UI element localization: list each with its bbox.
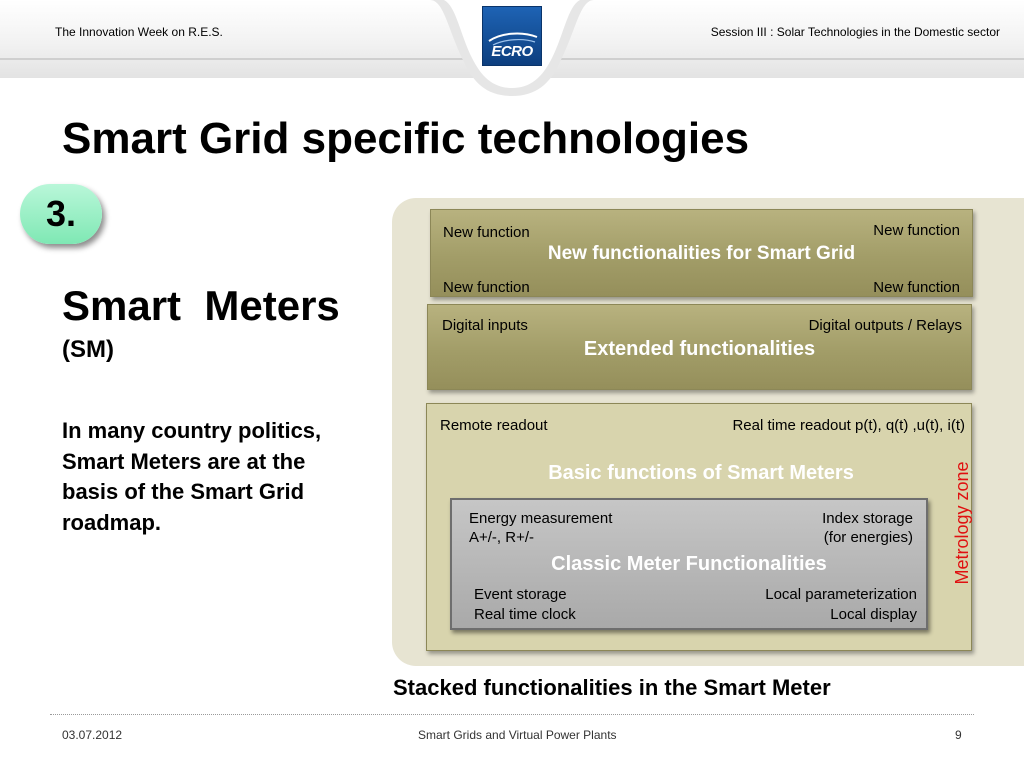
new-function-bottom-right: New function	[873, 279, 960, 296]
body-line: roadmap.	[62, 509, 162, 535]
logo-text: ECRO	[491, 43, 533, 60]
energy-measurement-line2: A+/-, R+/-	[469, 529, 535, 546]
energy-measurement-line1: Energy measurement	[469, 510, 613, 527]
header-left-text: The Innovation Week on R.E.S.	[55, 25, 223, 39]
real-time-readout-label: Real time readout p(t), q(t) ,u(t), i(t)	[732, 417, 965, 434]
section-badge: 3.	[20, 184, 102, 244]
local-parameterization-line2: Local display	[830, 606, 917, 623]
remote-readout-label: Remote readout	[440, 417, 548, 434]
footer-center-text: Smart Grids and Virtual Power Plants	[418, 728, 617, 742]
body-line: Smart Meters are at the	[62, 448, 306, 474]
basic-functions-title: Basic functions of Smart Meters	[548, 462, 854, 484]
new-function-top-left: New function	[443, 224, 530, 241]
digital-outputs-label: Digital outputs / Relays	[808, 317, 962, 334]
event-storage-line1: Event storage	[474, 586, 567, 603]
slide-title: Smart Grid specific technologies	[62, 114, 750, 163]
local-parameterization-label	[765, 585, 917, 625]
energy-measurement-label	[469, 509, 612, 547]
digital-inputs-label: Digital inputs	[442, 317, 528, 334]
event-storage-line2: Real time clock	[474, 606, 576, 623]
body-line: basis of the Smart Grid	[62, 479, 305, 504]
header-right-text: Session III : Solar Technologies in the Domestic sector	[710, 25, 1000, 39]
body-paragraph	[62, 416, 382, 538]
footer-date: 03.07.2012	[62, 728, 123, 742]
new-function-top-right: New function	[873, 222, 960, 239]
index-storage-label	[822, 509, 913, 547]
smart-meters-subheading: (SM)	[62, 336, 114, 363]
extended-functionalities-title: Extended functionalities	[583, 338, 816, 360]
footer-divider	[50, 714, 974, 715]
index-storage-line2: (for energies)	[823, 529, 913, 546]
smart-meters-heading: Smart Meters	[62, 282, 340, 329]
new-functionalities-title: New functionalities for Smart Grid	[547, 243, 856, 264]
event-storage-label	[474, 585, 576, 625]
metrology-zone-label: Metrology zone	[952, 461, 972, 585]
body-line: In many country politics,	[62, 418, 322, 443]
diagram-caption: Stacked functionalities in the Smart Meter	[393, 675, 831, 700]
local-parameterization-line1: Local parameterization	[765, 586, 917, 603]
page-number: 9	[955, 728, 962, 742]
new-function-bottom-left: New function	[443, 279, 530, 296]
classic-meter-title: Classic Meter Functionalities	[551, 553, 827, 575]
index-storage-line1: Index storage	[822, 510, 913, 527]
